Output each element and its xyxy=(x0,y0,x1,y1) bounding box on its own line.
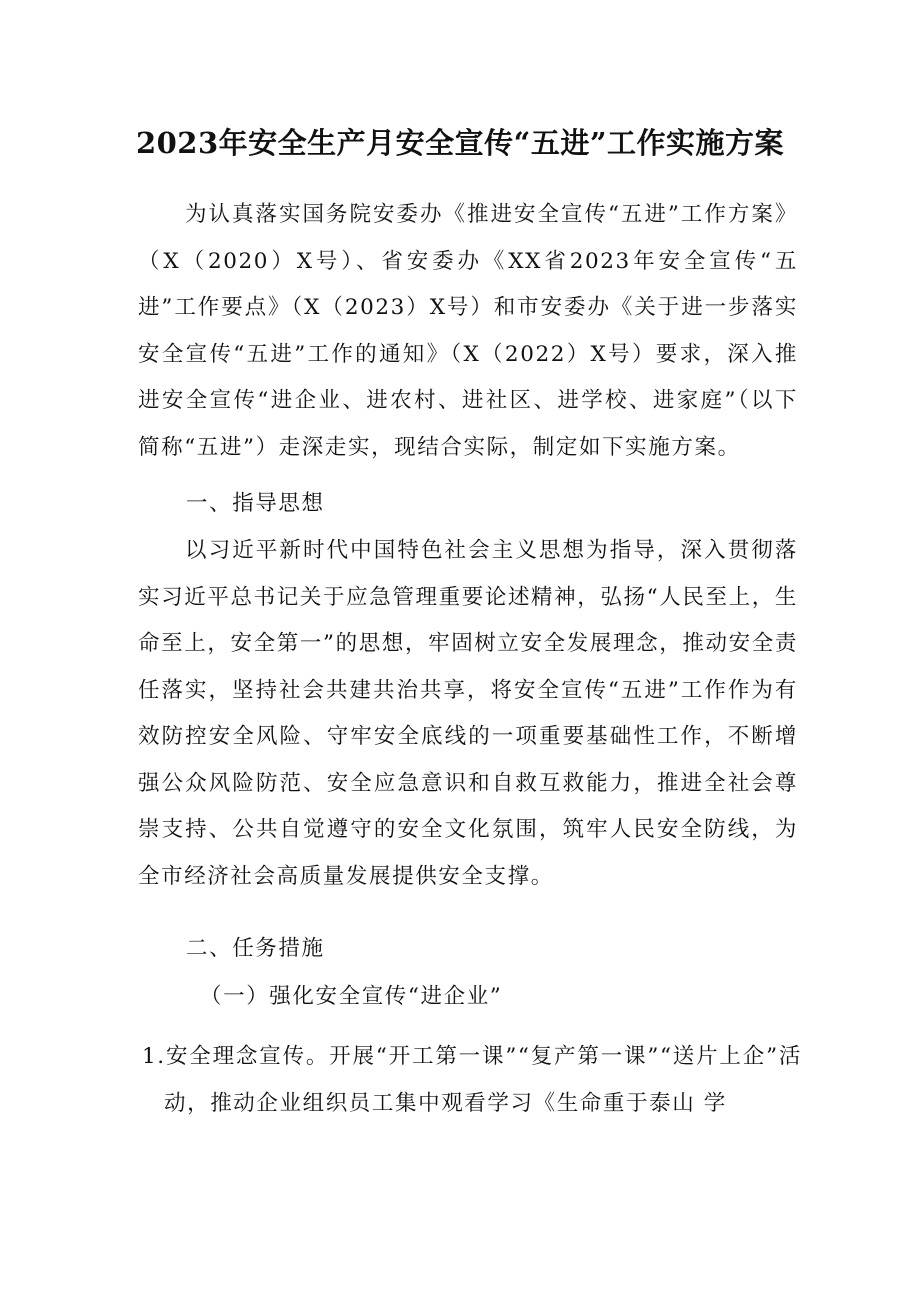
intro-paragraph: 为认真落实国务院安委办《推进安全宣传“五进”工作方案》（X（2020）X号）、省安委办《XX省2023年安全宣传“五进”工作要点》（X（2023）X号）和市安委办《关于进一步落实安全宣传“五进”工作的通知》（X（2022）X号）要求，深入推进安全宣传“进企业、进农村、进社区、进学校、进家庭”（以下简称“五进”）走深走实，现结合实际，制定如下实施方案。 xyxy=(138,202,798,460)
document-title: 2023年安全生产月安全宣传“五进”工作实施方案 xyxy=(135,126,785,160)
guiding-thought-paragraph: 以习近平新时代中国特色社会主义思想为指导，深入贯彻落实习近平总书记关于应急管理重要论述精神，弘扬“人民至上，生命至上，安全第一”的思想，牢固树立安全发展理念，推动安全责任落实，坚持社会共建共治共享，将安全宣传“五进”工作作为有效防控安全风险、守牢安全底线的一项重要基础性工作，不断增强公众风险防范、安全应急意识和自救互救能力，推进全社会尊崇支持、公共自觉遵守的安全文化氛围，筑牢人民安全防线，为全市经济社会高质量发展提供安全支撑。 xyxy=(138,538,798,889)
section-heading-tasks: 二、任务措施 xyxy=(186,936,325,961)
list-item-safety-concept: 1.安全理念宣传。开展“开工第一课”“复产第一课”“送片上企”活动，推动企业组织员工集中观看学习《生命重于泰山 学 xyxy=(142,1044,802,1116)
subsection-heading-enterprise: （一）强化安全宣传“进企业” xyxy=(200,984,503,1009)
section-heading-guiding-thought: 一、指导思想 xyxy=(186,491,325,516)
